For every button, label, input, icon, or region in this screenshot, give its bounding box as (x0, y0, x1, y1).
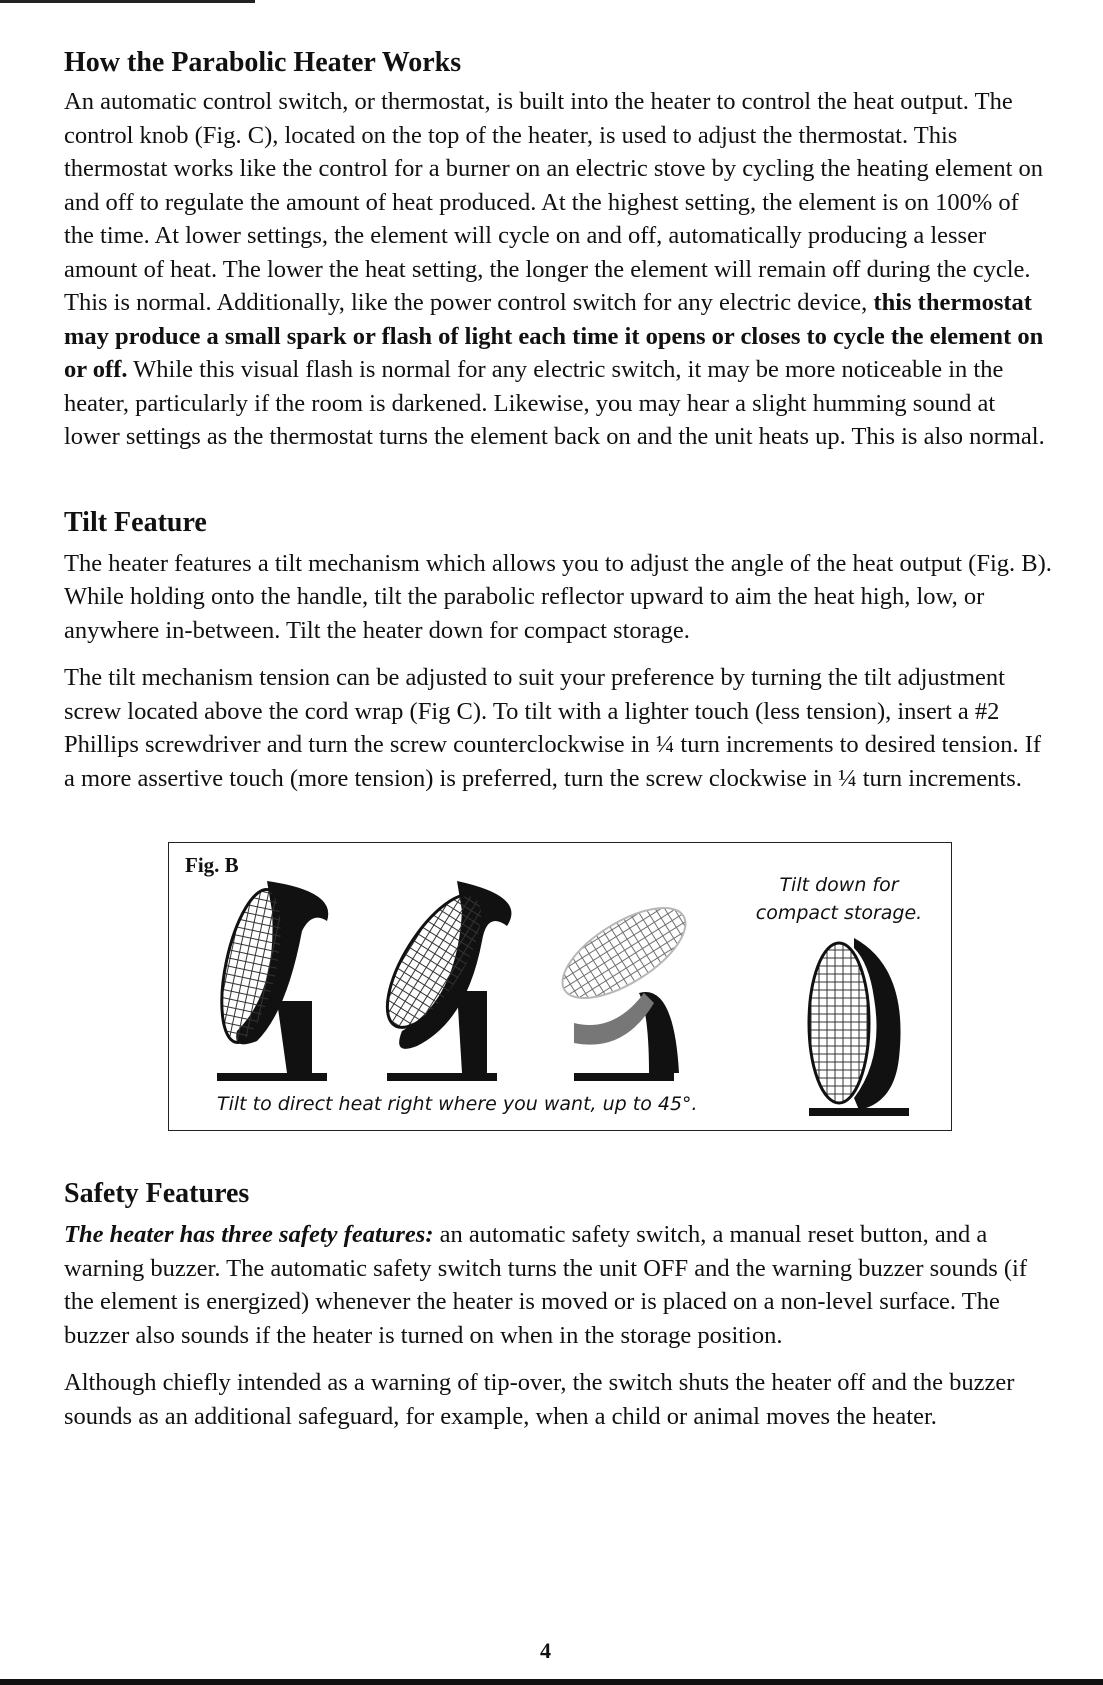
manual-page (64, 44, 1054, 1433)
paragraph: The heater features a tilt mechanism which allows you to adjust the angle of the heat output (Fig. B). While holding onto the handle, tilt the parabolic reflector upward to aim the heat high, low, or anywhere in-between. Tilt the heater down for compact storage. (64, 549, 1052, 644)
figure-b (168, 842, 952, 1131)
section-how-it-works (64, 44, 1054, 454)
top-rule (0, 0, 255, 3)
section-heading: How the Parabolic Heater Works (64, 47, 462, 78)
bottom-rule (0, 1679, 1103, 1685)
section-safety-features (64, 1175, 1054, 1433)
section-tilt-feature (64, 504, 1054, 796)
bold-warning: this thermostat may produce a small spark or flash of light each time it opens or closes to cycle the element on or off. (64, 289, 1044, 383)
lead-in: The heater has three safety features: (64, 1221, 434, 1248)
heater-tilted-mid-icon (369, 881, 511, 1081)
figure-caption: Tilt to direct heat right where you want, up to 45°. (217, 1093, 698, 1115)
heater-storage-position-icon (809, 938, 909, 1116)
page-number: 4 (540, 1638, 551, 1663)
section-heading: Safety Features (64, 1178, 250, 1209)
paragraph: Although chiefly intended as a warning of tip-over, the switch shuts the heater off and the buzzer sounds as an additional safeguard, for example, when a child or animal moves the heater. (64, 1369, 1015, 1430)
heater-tilted-max-icon (549, 890, 700, 1081)
paragraph: The tilt mechanism tension can be adjusted to suit your preference by turning the tilt adjustment screw located above the cord wrap (Fig C). To tilt with a lighter touch (less tension), insert a #2 Phillips screwdriver and turn the screw counterclockwise in ¼ turn increments to desired tension. If a more assertive touch (more tension) is preferred, turn the screw clockwise in ¼ turn increments. (64, 664, 1042, 792)
paragraph: The heater has three safety features: an automatic safety switch, a manual reset button, and a warning buzzer. The automatic safety switch turns the unit OFF and the warning buzzer sounds (if the element is energized) whenever the heater is moved or is placed on a non-level surface. The buzzer also sounds if the heater is turned on when in the storage position. (64, 1221, 1027, 1349)
figure-label: Fig. B (185, 853, 239, 877)
heater-tilted-up-icon (210, 881, 328, 1081)
figure-note: Tilt down for compact storage. (755, 874, 923, 924)
paragraph: An automatic control switch, or thermostat, is built into the heater to control the heat output. The control knob (Fig. C), located on the top of the heater, is used to adjust the thermostat. This thermostat works like the control for a burner on an electric stove by cycling the heating element on and off to regulate the amount of heat produced. At the highest setting, the element is on 100% of the time. At lower settings, the element will cycle on and off, automatically producing a lesser amount of heat. The lower the heat setting, the longer the element will remain off during the cycle. This is normal. Additionally, like the power control switch for any electric device, this thermostat may produce a small spark or flash of light each time it opens or closes to cycle the element on or off. While this visual flash is normal for any electric switch, it may be more noticeable in the heater, particularly if the room is darkened. Likewise, you may hear a slight humming sound at lower settings as the thermostat turns the element back on and the unit heats up. This is also normal. (64, 88, 1045, 450)
section-heading: Tilt Feature (64, 506, 207, 538)
